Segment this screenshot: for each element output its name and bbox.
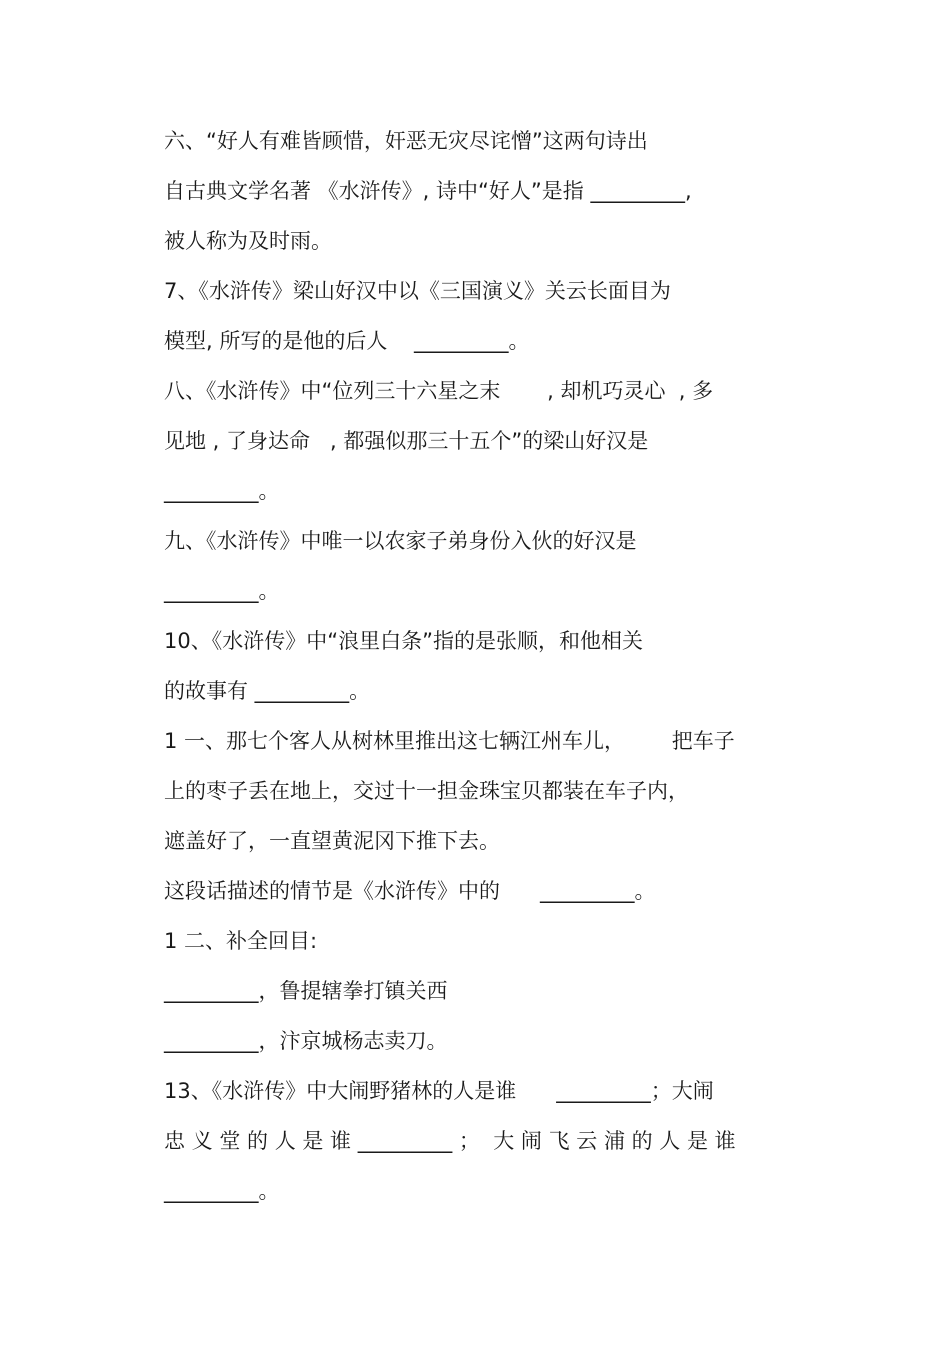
question-12-chapter-1: _________，鲁提辖拳打镇关西	[164, 979, 448, 1003]
question-10-line-1: 10、《水浒传》中“浪里白条”指的是张顺，和他相关	[164, 629, 643, 653]
question-8-line-1: 八、《水浒传》中“位列三十六星之末 , 却机巧灵心 , 多	[164, 379, 714, 403]
question-6-line-2: 自古典文学名著 《水浒传》, 诗中“好人”是指 _________,	[164, 179, 692, 203]
question-7-line-2: 模型, 所写的是他的后人 _________。	[164, 329, 530, 353]
question-10-line-2: 的故事有 _________。	[164, 679, 371, 703]
question-12-chapter-2: _________，汴京城杨志卖刀。	[164, 1029, 448, 1053]
question-8-answer-blank: _________。	[164, 479, 280, 503]
question-11-line-1: 1 一、那七个客人从树林里推出这七辆江州车儿， 把车子	[164, 729, 735, 753]
question-13-line-1: 13、《水浒传》中大闹野猪林的人是谁 _________；大闹	[164, 1079, 714, 1103]
question-11-line-4: 这段话描述的情节是《水浒传》中的 _________。	[164, 879, 656, 903]
question-6-line-3: 被人称为及时雨。	[164, 229, 332, 253]
question-8-line-2: 见地 , 了身达命 , 都强似那三十五个”的梁山好汉是	[164, 429, 649, 453]
question-13-line-2: 忠 义 堂 的 人 是 谁 _________ ； 大 闹 飞 云 浦 的 人 是 谁	[164, 1129, 736, 1153]
question-11-line-3: 遮盖好了，一直望黄泥冈下推下去。	[164, 829, 500, 853]
question-11-line-2: 上的枣子丢在地上，交过十一担金珠宝贝都装在车子内，	[164, 779, 689, 803]
question-6-line-1: 六、“好人有难皆顾惜，奸恶无灾尽诧憎”这两句诗出	[164, 129, 648, 153]
question-12-heading: 1 二、补全回目:	[164, 929, 318, 953]
question-13-answer-blank: _________。	[164, 1179, 280, 1203]
question-7-line-1: 7、《水浒传》梁山好汉中以《三国演义》关云长面目为	[164, 279, 671, 303]
question-9-answer-blank: _________。	[164, 579, 280, 603]
question-9-line-1: 九、《水浒传》中唯一以农家子弟身份入伙的好汉是	[164, 529, 637, 553]
